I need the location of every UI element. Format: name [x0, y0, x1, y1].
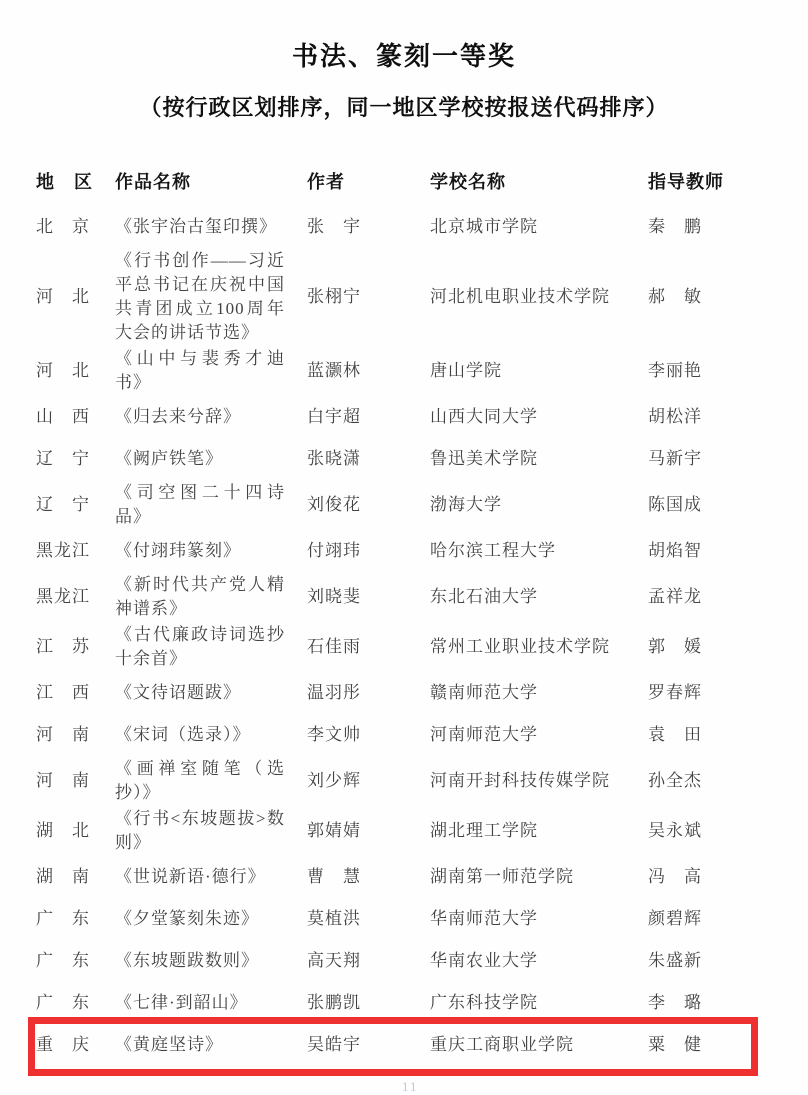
region-cell: 广 东 — [36, 951, 90, 970]
work-title-text: 《古代廉政诗词选抄十余首》 — [115, 625, 285, 668]
work-title-text: 《宋词（选录）》 — [115, 725, 251, 744]
work-title-cell — [115, 681, 307, 705]
work-title-text: 《新时代共产党人精神谱系》 — [115, 575, 285, 618]
author-cell: 张晓潇 — [307, 449, 361, 468]
region-cell: 广 东 — [36, 909, 90, 928]
table-row — [36, 346, 774, 396]
work-title-text: 《司空图二十四诗品》 — [115, 483, 285, 526]
col-header-title: 作品名称 — [115, 172, 191, 192]
author-cell: 莫植洪 — [307, 909, 361, 928]
school-cell: 哈尔滨工程大学 — [430, 541, 556, 560]
table-row — [36, 480, 774, 530]
work-title-cell — [115, 1033, 307, 1057]
teacher-cell: 冯 高 — [648, 867, 702, 886]
page-subtitle: （按行政区划排序，同一地区学校按报送代码排序） — [139, 95, 669, 120]
table-row — [36, 898, 774, 940]
region-cell: 江 西 — [36, 683, 90, 702]
author-cell: 吴皓宇 — [307, 1035, 361, 1054]
author-cell: 曹 慧 — [307, 867, 361, 886]
school-cell: 常州工业职业技术学院 — [430, 637, 610, 656]
work-title-cell — [115, 215, 307, 239]
work-title-cell — [115, 907, 307, 931]
table-row — [36, 622, 774, 672]
teacher-cell: 朱盛新 — [648, 951, 702, 970]
region-cell: 辽 宁 — [36, 495, 90, 514]
page-number-partial: 11 — [402, 1079, 419, 1094]
region-cell: 广 东 — [36, 993, 90, 1012]
work-title-cell — [115, 949, 307, 973]
school-cell: 赣南师范大学 — [430, 683, 538, 702]
region-cell: 河 南 — [36, 771, 90, 790]
awards-table — [0, 170, 808, 1066]
col-header-school: 学校名称 — [430, 172, 506, 192]
work-title-cell — [115, 573, 307, 621]
table-row — [36, 806, 774, 856]
teacher-cell: 李 璐 — [648, 993, 702, 1012]
work-title-cell — [115, 249, 307, 345]
work-title-text: 《世说新语·德行》 — [115, 867, 266, 886]
teacher-cell: 李丽艳 — [648, 361, 702, 380]
work-title-text: 《行书<东坡题拔>数则》 — [115, 809, 285, 852]
teacher-cell: 吴永斌 — [648, 821, 702, 840]
work-title-text: 《东坡题跋数则》 — [115, 951, 259, 970]
teacher-cell: 胡松洋 — [648, 407, 702, 426]
region-cell: 黑龙江 — [36, 541, 90, 560]
author-cell: 张栩宁 — [307, 287, 361, 306]
work-title-cell — [115, 623, 307, 671]
author-cell: 郭婧婧 — [307, 821, 361, 840]
author-cell: 白宇超 — [307, 407, 361, 426]
work-title-text: 《阙庐铁笔》 — [115, 449, 223, 468]
work-title-text: 《张宇治古玺印撰》 — [115, 217, 277, 236]
table-row — [36, 756, 774, 806]
table-row — [36, 248, 774, 346]
work-title-cell — [115, 447, 307, 471]
table-header-row — [36, 170, 774, 194]
work-title-text: 《山中与裴秀才迪书》 — [115, 349, 285, 392]
work-title-cell — [115, 405, 307, 429]
teacher-cell: 颜碧辉 — [648, 909, 702, 928]
school-cell: 河北机电职业技术学院 — [430, 287, 610, 306]
region-cell: 重 庆 — [36, 1035, 90, 1054]
school-cell: 重庆工商职业学院 — [430, 1035, 574, 1054]
col-header-author: 作者 — [307, 172, 345, 192]
author-cell: 刘少辉 — [307, 771, 361, 790]
author-cell: 高天翔 — [307, 951, 361, 970]
school-cell: 北京城市学院 — [430, 217, 538, 236]
author-cell: 温羽彤 — [307, 683, 361, 702]
region-cell: 辽 宁 — [36, 449, 90, 468]
region-cell: 北 京 — [36, 217, 90, 236]
region-cell: 黑龙江 — [36, 587, 90, 606]
school-cell: 河南开封科技传媒学院 — [430, 771, 610, 790]
author-cell: 刘俊花 — [307, 495, 361, 514]
region-cell: 山 西 — [36, 407, 90, 426]
work-title-text: 《画禅室随笔（选抄）》 — [115, 759, 285, 802]
table-row — [36, 206, 774, 248]
work-title-cell — [115, 347, 307, 395]
table-row — [36, 572, 774, 622]
work-title-text: 《归去来兮辞》 — [115, 407, 241, 426]
work-title-text: 《行书创作——习近平总书记在庆祝中国共青团成立100周年大会的讲话节选》 — [115, 251, 285, 342]
school-cell: 鲁迅美术学院 — [430, 449, 538, 468]
author-cell: 李文帅 — [307, 725, 361, 744]
work-title-text: 《七律·到韶山》 — [115, 993, 248, 1012]
work-title-cell — [115, 481, 307, 529]
school-cell: 华南农业大学 — [430, 951, 538, 970]
author-cell: 蓝灏林 — [307, 361, 361, 380]
col-header-region: 地 区 — [36, 172, 93, 192]
school-cell: 东北石油大学 — [430, 587, 538, 606]
table-row — [36, 672, 774, 714]
school-cell: 渤海大学 — [430, 495, 502, 514]
table-row — [36, 714, 774, 756]
author-cell: 刘晓斐 — [307, 587, 361, 606]
work-title-cell — [115, 723, 307, 747]
author-cell: 张鹏凯 — [307, 993, 361, 1012]
work-title-text: 《付翊玮篆刻》 — [115, 541, 241, 560]
work-title-cell — [115, 539, 307, 563]
region-cell: 湖 北 — [36, 821, 90, 840]
school-cell: 唐山学院 — [430, 361, 502, 380]
teacher-cell: 罗春辉 — [648, 683, 702, 702]
table-row — [36, 396, 774, 438]
teacher-cell: 秦 鹏 — [648, 217, 702, 236]
work-title-text: 《夕堂篆刻朱迹》 — [115, 909, 259, 928]
school-cell: 广东科技学院 — [430, 993, 538, 1012]
region-cell: 湖 南 — [36, 867, 90, 886]
table-row — [36, 982, 774, 1024]
work-title-cell — [115, 991, 307, 1015]
region-cell: 江 苏 — [36, 637, 90, 656]
teacher-cell: 胡焰智 — [648, 541, 702, 560]
page-title: 书法、篆刻一等奖 — [291, 42, 516, 71]
table-row — [36, 940, 774, 982]
region-cell: 河 北 — [36, 287, 90, 306]
table-row — [36, 530, 774, 572]
school-cell: 华南师范大学 — [430, 909, 538, 928]
author-cell: 石佳雨 — [307, 637, 361, 656]
teacher-cell: 袁 田 — [648, 725, 702, 744]
teacher-cell: 马新宇 — [648, 449, 702, 468]
teacher-cell: 孙全杰 — [648, 771, 702, 790]
school-cell: 山西大同大学 — [430, 407, 538, 426]
teacher-cell: 孟祥龙 — [648, 587, 702, 606]
school-cell: 湖南第一师范学院 — [430, 867, 574, 886]
col-header-teacher: 指导教师 — [648, 172, 724, 192]
author-cell: 张 宇 — [307, 217, 361, 236]
table-row — [36, 438, 774, 480]
school-cell: 河南师范大学 — [430, 725, 538, 744]
table-row — [36, 856, 774, 898]
region-cell: 河 南 — [36, 725, 90, 744]
teacher-cell: 陈国成 — [648, 495, 702, 514]
school-cell: 湖北理工学院 — [430, 821, 538, 840]
teacher-cell: 郝 敏 — [648, 287, 702, 306]
region-cell: 河 北 — [36, 361, 90, 380]
table-rows — [36, 206, 774, 1066]
work-title-cell — [115, 807, 307, 855]
work-title-cell — [115, 865, 307, 889]
work-title-cell — [115, 757, 307, 805]
teacher-cell: 郭 媛 — [648, 637, 702, 656]
author-cell: 付翊玮 — [307, 541, 361, 560]
work-title-text: 《黄庭坚诗》 — [115, 1035, 223, 1054]
teacher-cell: 粟 健 — [648, 1035, 702, 1054]
work-title-text: 《文待诏题跋》 — [115, 683, 241, 702]
table-row-highlighted — [36, 1024, 774, 1066]
